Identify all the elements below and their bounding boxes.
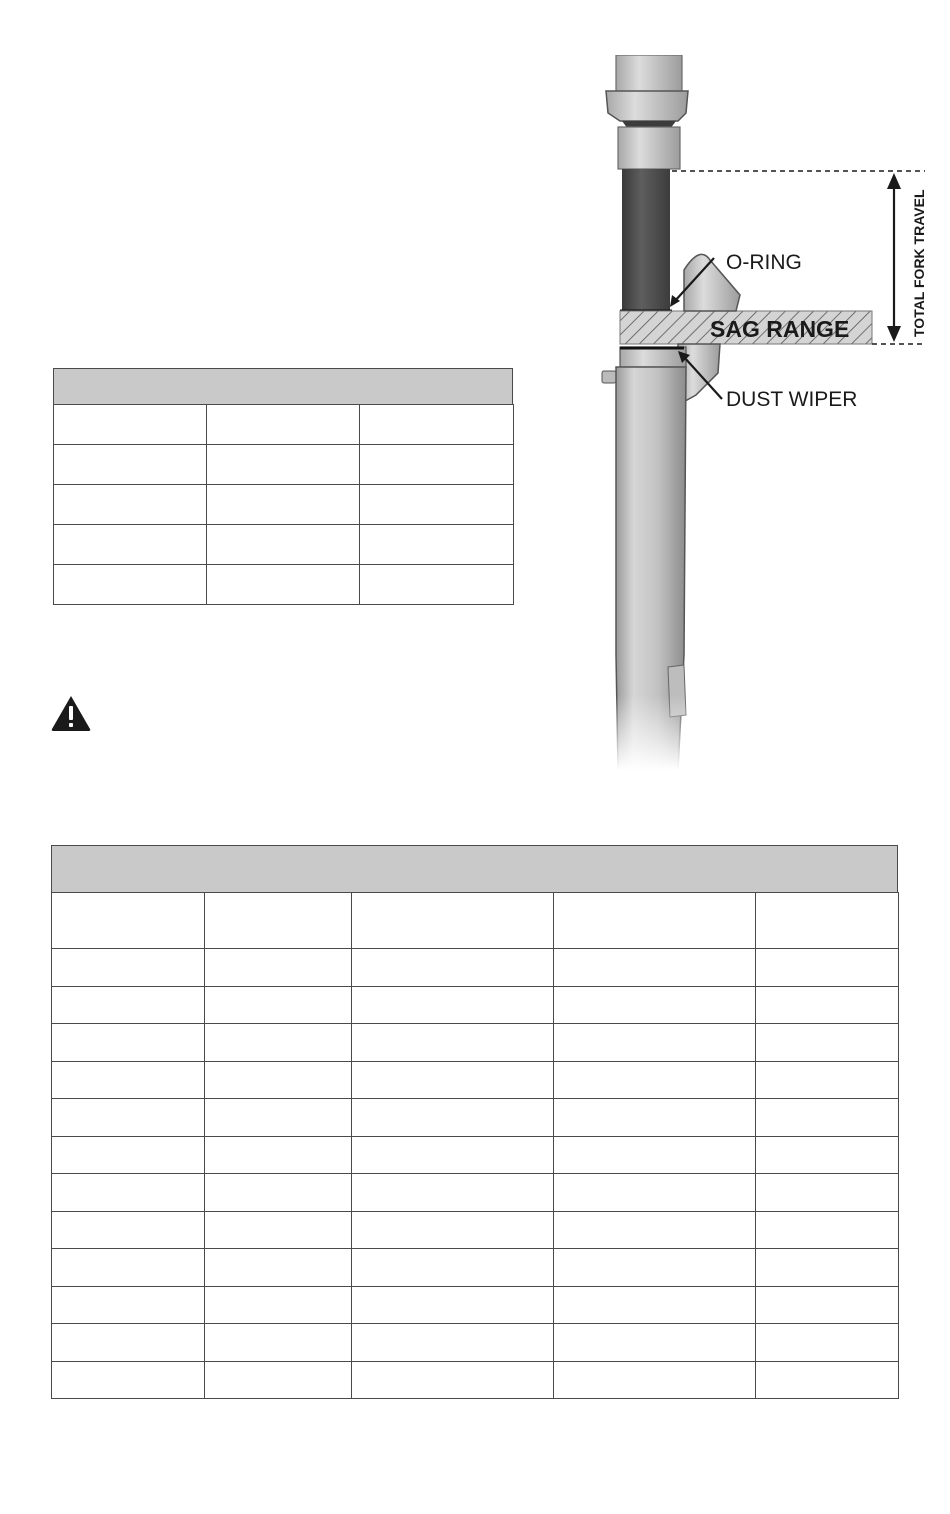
table-row: [52, 1324, 899, 1362]
table-row: [52, 1174, 899, 1212]
table-row: [52, 1099, 899, 1137]
sag-table-body: [53, 404, 514, 605]
table-row: [54, 565, 514, 605]
table-row: [52, 949, 899, 987]
table-row: [52, 1136, 899, 1174]
table-row: [54, 405, 514, 445]
fork-sag-diagram: [560, 55, 940, 770]
table-row: [54, 485, 514, 525]
dust-wiper-label: DUST WIPER: [726, 388, 858, 411]
table-row: [52, 1361, 899, 1399]
settings-table-header: [51, 845, 898, 893]
sag-table: [53, 368, 513, 606]
settings-table-body: [51, 892, 899, 1399]
table-row: [52, 1286, 899, 1324]
table-row: [52, 893, 899, 949]
total-travel-arrow: [887, 173, 901, 342]
sag-range-label: SAG RANGE: [710, 316, 850, 342]
table-row: [54, 445, 514, 485]
stanchion: [622, 169, 670, 311]
table-row: [52, 1061, 899, 1099]
table-row: [52, 1024, 899, 1062]
table-row: [52, 986, 899, 1024]
table-row: [52, 1249, 899, 1287]
o-ring-label: O-RING: [726, 251, 802, 274]
sag-table-header: [53, 368, 513, 405]
settings-table: [51, 845, 898, 1399]
table-row: [52, 1211, 899, 1249]
total-fork-travel-label: TOTAL FORK TRAVEL: [911, 189, 927, 337]
table-row: [54, 525, 514, 565]
upper-tube: [606, 55, 688, 169]
warning-triangle-icon: [50, 694, 92, 732]
